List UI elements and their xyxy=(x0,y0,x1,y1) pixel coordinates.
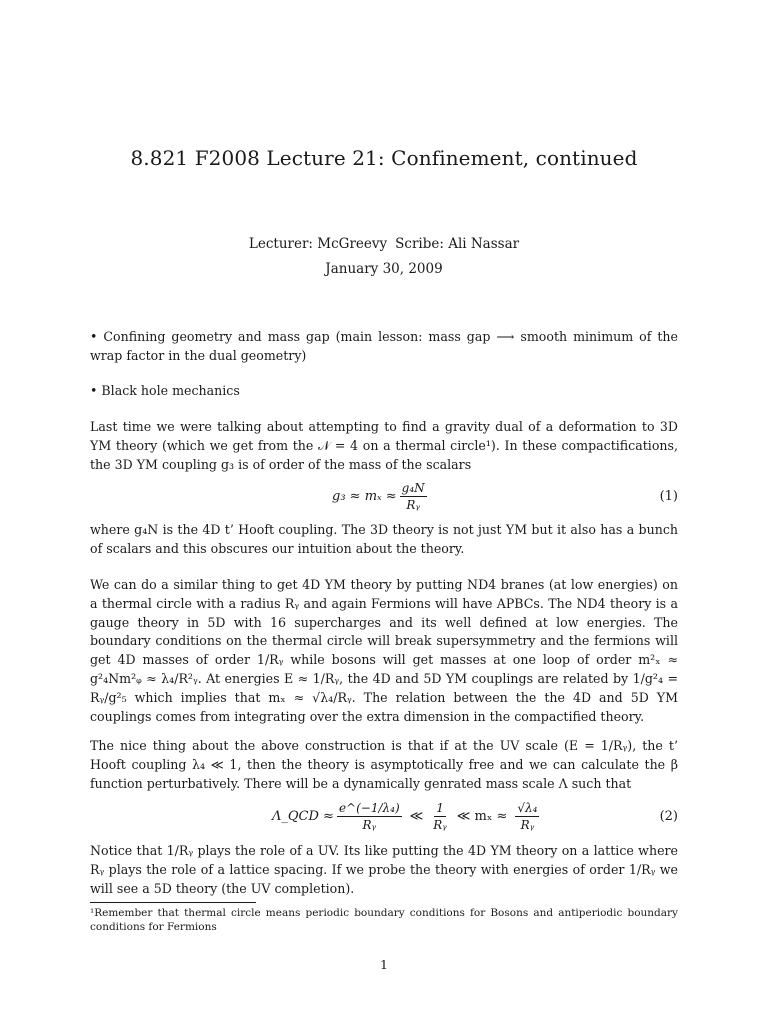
page-number: 1 xyxy=(380,957,388,972)
paragraph-5: Notice that 1/Rᵧ plays the role of a UV. Its like putting the 4D YM theory on a lattice where Rᵧ plays the role of a lattice spacing. If we probe the theory with energies of order 1/Rᵧ we will see a 5D theory (the UV completion). xyxy=(90,843,678,896)
eq2-f1-denominator: Rᵧ xyxy=(362,817,377,832)
paragraph-4: The nice thing about the above construction is that if at the UV scale (E = 1/Rᵧ), the t’ Hooft coupling λ₄ ≪ 1, then the theory is asymptotically free and we can calculate the β function perturbatively. There will be a dynamically genrated mass scale Λ such that xyxy=(90,738,678,791)
bullet-confining-geometry: • Confining geometry and mass gap (main lesson: mass gap ⟶ smooth minimum of the wrap factor in the dual geometry) xyxy=(90,329,678,363)
paragraph-3: We can do a similar thing to get 4D YM theory by putting ND4 branes (at low energies) on a thermal circle with a radius Rᵧ and again Fermions will have APBCs. The ND4 theory is a gauge theory in 5D with 16 supercharges and its well defined at low energies. The boundary conditions on the thermal circle will break supersymmetry and the fermions will get 4D masses of order 1/Rᵧ while bosons will get masses at one loop of order m²ₓ ≈ g²₄Nm²ᵩ ≈ λ₄/R²ᵧ. At energies E ≈ 1/Rᵧ, the 4D and 5D YM couplings are related by 1/g²₄ = Rᵧ/g²₅ which implies that mₓ ≈ √λ₄/Rᵧ. The relation between the the 4D and 5D YM couplings comes from integrating over the extra dimension in the compactified theory. xyxy=(90,577,678,724)
equation-2 xyxy=(90,796,678,836)
footnote-rule xyxy=(90,902,256,903)
eq2-rel-2: ≪ mₓ ≈ xyxy=(456,808,508,824)
eq2-f2-numerator: 1 xyxy=(436,800,444,815)
bullet-black-hole: • Black hole mechanics xyxy=(90,383,240,398)
eq2-fraction-3 xyxy=(515,800,539,833)
byline xyxy=(0,236,768,252)
eq1-lhs: g₃ ≈ mₓ ≈ xyxy=(332,488,397,504)
eq2-f3-denominator: Rᵧ xyxy=(520,817,535,832)
eq2-f3-numerator: √λ₄ xyxy=(517,800,538,815)
eq1-numerator: g₄N xyxy=(401,480,425,495)
equation-1 xyxy=(90,476,678,516)
paragraph-1: Last time we were talking about attempting to find a gravity dual of a deformation to 3D YM theory (which we get from the 𝒩 = 4 on a thermal circle¹). In these compactifications, the 3D YM coupling g₃ is of order of the mass of the scalars xyxy=(90,419,678,472)
eq1-number: (1) xyxy=(659,488,678,504)
eq1-denominator: Rᵧ xyxy=(406,497,420,512)
paragraph-2: where g₄N is the 4D t’ Hooft coupling. The 3D theory is not just YM but it also has a bunch of scalars and this obscures our intuition about the theory. xyxy=(90,522,678,556)
lecturer: Lecturer: McGreevy xyxy=(248,236,388,252)
eq2-fraction-2 xyxy=(431,800,449,833)
eq2-rel-1: ≪ xyxy=(409,808,424,824)
eq1-fraction xyxy=(400,480,427,513)
eq2-number: (2) xyxy=(659,808,678,824)
eq2-lhs: Λ_QCD ≈ xyxy=(272,808,334,824)
eq2-f2-denominator: Rᵧ xyxy=(433,817,447,832)
date: January 30, 2009 xyxy=(325,261,443,277)
footnote: ¹Remember that thermal circle means periodic boundary conditions for Bosons and antiperiodic boundary conditions for Fermions xyxy=(90,907,678,933)
page-title: 8.821 F2008 Lecture 21: Confinement, continued xyxy=(130,146,638,170)
eq2-f1-numerator: e^(−1/λ₄) xyxy=(338,800,400,815)
eq2-fraction-1 xyxy=(337,800,402,833)
scribe: Scribe: Ali Nassar xyxy=(395,236,520,252)
